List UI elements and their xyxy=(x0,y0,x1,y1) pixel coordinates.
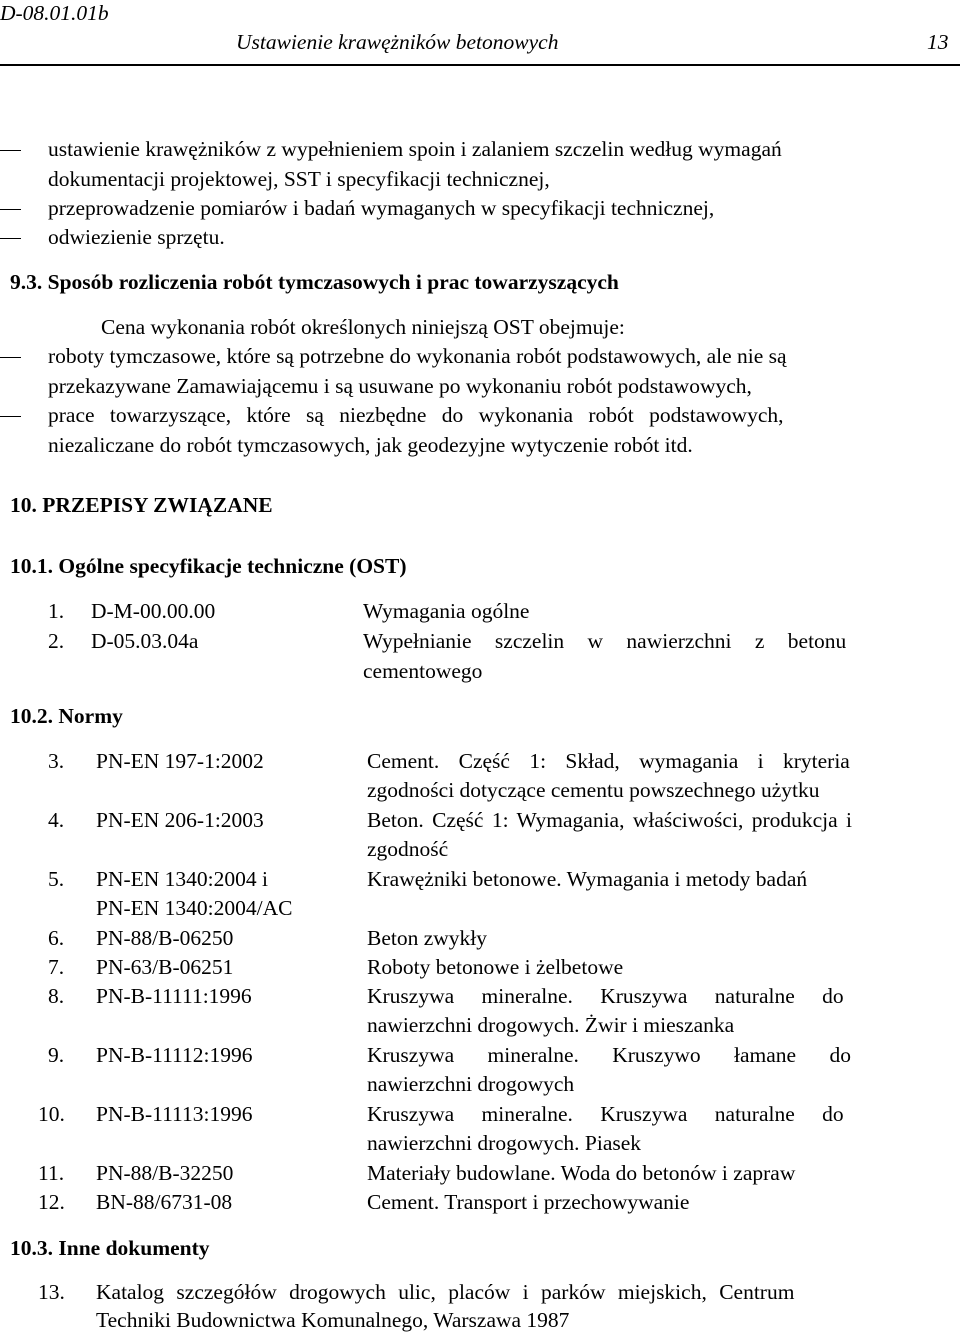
ref-code: D-M-00.00.00 xyxy=(91,599,216,623)
bullet-line: prace towarzyszące, które są niezbędne do wykonania robót podstawowych, xyxy=(48,403,784,427)
ref-desc: Beton. Część 1: Wymagania, właściwości, produkcja i xyxy=(367,808,853,832)
ref-desc: Wymagania ogólne xyxy=(363,599,530,623)
bullet-line: przekazywane Zamawiającemu i są usuwane po wykonaniu robót podstawowych, xyxy=(48,374,752,398)
document-code: D-08.01.01b xyxy=(0,1,109,25)
ref-code: PN-88/B-32250 xyxy=(96,1161,234,1185)
bullet-dash xyxy=(0,238,21,239)
ref-code: PN-EN 206-1:2003 xyxy=(96,808,264,832)
ref-number: 13. xyxy=(38,1280,65,1304)
ref-desc: nawierzchni drogowych xyxy=(367,1072,575,1096)
ref-code: PN-B-11111:1996 xyxy=(96,984,252,1008)
bullet-dash xyxy=(0,357,21,358)
running-title: Ustawienie krawężników betonowych xyxy=(236,30,559,54)
ref-desc: Wypełnianie szczelin w nawierzchni z betonu xyxy=(363,629,847,653)
bullet-line: odwiezienie sprzętu. xyxy=(48,225,225,249)
ref-number: 4. xyxy=(48,808,65,832)
ref-code: PN-88/B-06250 xyxy=(96,926,234,950)
ref-code: PN-63/B-06251 xyxy=(96,955,234,979)
section-heading: 9.3. Sposób rozliczenia robót tymczasowych i prac towarzyszących xyxy=(10,270,619,294)
ref-number: 12. xyxy=(38,1190,65,1214)
ref-desc: zgodność xyxy=(367,837,449,861)
ref-number: 8. xyxy=(48,984,65,1008)
ref-number: 10. xyxy=(38,1102,65,1126)
bullet-line: przeprowadzenie pomiarów i badań wymaganych w specyfikacji technicznej, xyxy=(48,196,715,220)
ref-desc: Katalog szczegółów drogowych ulic, placów i parków miejskich, Centrum xyxy=(96,1280,795,1304)
ref-desc: zgodności dotyczące cementu powszechnego użytku xyxy=(367,778,820,802)
ref-code: PN-EN 1340:2004 i xyxy=(96,867,268,891)
ref-desc: Cement. Transport i przechowywanie xyxy=(367,1190,690,1214)
ref-desc: cementowego xyxy=(363,659,483,683)
bullet-line: dokumentacji projektowej, SST i specyfikacji technicznej, xyxy=(48,167,550,191)
ref-desc: nawierzchni drogowych. Piasek xyxy=(367,1131,642,1155)
bullet-dash xyxy=(0,209,21,210)
chapter-heading: 10. PRZEPISY ZWIĄZANE xyxy=(10,493,273,517)
ref-number: 6. xyxy=(48,926,65,950)
ref-number: 1. xyxy=(48,599,65,623)
ref-number: 7. xyxy=(48,955,65,979)
bullet-dash xyxy=(0,416,21,417)
header-rule xyxy=(0,64,960,66)
ref-code: PN-EN 1340:2004/AC xyxy=(96,896,293,920)
ref-code: PN-EN 197-1:2002 xyxy=(96,749,264,773)
ref-code: PN-B-11113:1996 xyxy=(96,1102,253,1126)
ref-number: 11. xyxy=(38,1161,65,1185)
bullet-dash xyxy=(0,150,21,151)
ref-desc: Kruszywa mineralne. Kruszywa naturalne do xyxy=(367,1102,844,1126)
ref-desc: nawierzchni drogowych. Żwir i mieszanka xyxy=(367,1013,735,1037)
ref-desc: Beton zwykły xyxy=(367,926,488,950)
page-number: 13 xyxy=(927,30,949,54)
ref-number: 9. xyxy=(48,1043,65,1067)
bullet-line: ustawienie krawężników z wypełnieniem spoin i zalaniem szczelin według wymagań xyxy=(48,137,782,161)
ref-code: D-05.03.04a xyxy=(91,629,199,653)
subsection-heading: 10.1. Ogólne specyfikacje techniczne (OST) xyxy=(10,554,407,578)
ref-desc: Cement. Część 1: Skład, wymagania i kryteria xyxy=(367,749,850,773)
ref-desc: Roboty betonowe i żelbetowe xyxy=(367,955,624,979)
ref-number: 2. xyxy=(48,629,65,653)
ref-number: 5. xyxy=(48,867,65,891)
ref-desc: Techniki Budownictwa Komunalnego, Warszawa 1987 xyxy=(96,1308,570,1332)
ref-desc: Kruszywa mineralne. Kruszywa naturalne do xyxy=(367,984,844,1008)
ref-desc: Kruszywa mineralne. Kruszywo łamane do xyxy=(367,1043,851,1067)
bullet-line: niezaliczane do robót tymczasowych, jak geodezyjne wytyczenie robót itd. xyxy=(48,433,693,457)
ref-desc: Materiały budowlane. Woda do betonów i zapraw xyxy=(367,1161,796,1185)
paragraph: Cena wykonania robót określonych niniejszą OST obejmuje: xyxy=(101,315,625,339)
ref-code: PN-B-11112:1996 xyxy=(96,1043,253,1067)
subsection-heading: 10.3. Inne dokumenty xyxy=(10,1236,210,1260)
bullet-line: roboty tymczasowe, które są potrzebne do wykonania robót podstawowych, ale nie są xyxy=(48,344,787,368)
subsection-heading: 10.2. Normy xyxy=(10,704,123,728)
ref-code: BN-88/6731-08 xyxy=(96,1190,233,1214)
ref-desc: Krawężniki betonowe. Wymagania i metody badań xyxy=(367,867,808,891)
ref-number: 3. xyxy=(48,749,65,773)
